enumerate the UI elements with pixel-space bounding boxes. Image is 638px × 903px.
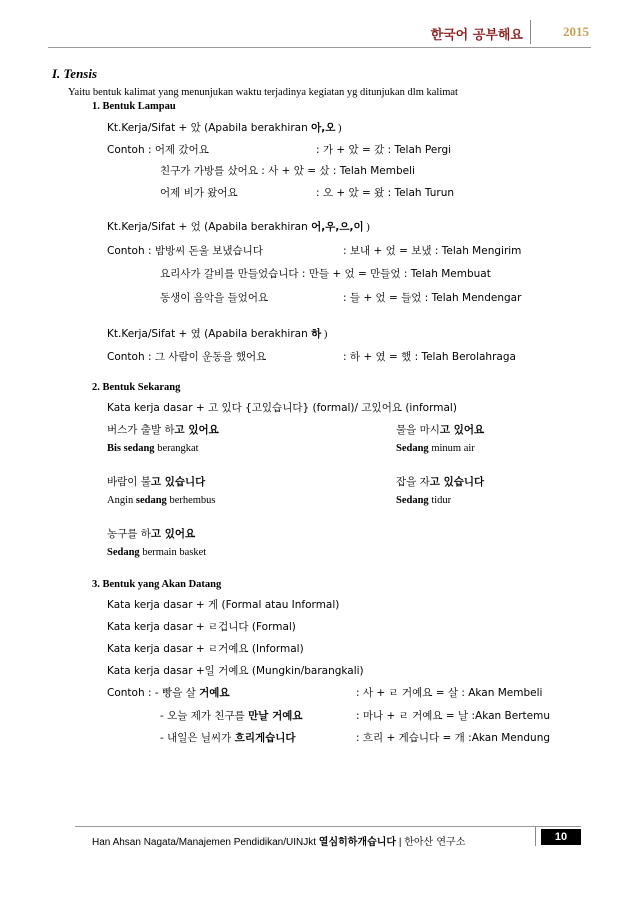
lampau-example-7: Contoh : 그 사람이 운동을 했어요 <box>107 351 267 363</box>
example-lead: - 내일은 닐씨가 <box>160 732 235 744</box>
akan-example-2 <box>160 710 303 723</box>
akan-example-3 <box>160 732 296 745</box>
footer-separator: | <box>396 837 405 848</box>
sekarang-title: 2. Bentuk Sekarang <box>92 382 181 393</box>
example-ending: 고 있어요 <box>174 424 219 436</box>
example-stem: 버스가 출발 하 <box>107 424 175 436</box>
akan-title: 3. Bentuk yang Akan Datang <box>92 579 222 590</box>
sekarang-example-1-kr <box>107 424 219 437</box>
akan-example-3-breakdown: : 흐리 + 게습니다 = 개 :Akan Mendung <box>356 732 551 744</box>
sekarang-example-2-id <box>396 442 475 455</box>
lampau-example-4-breakdown: : 보내 + 었 = 보냈 : Telah Mengirim <box>343 245 522 257</box>
rule-lead: Kt.Kerja/Sifat + 았 (Apabila berakhiran <box>107 122 312 134</box>
rule-tail: ) <box>321 329 328 340</box>
rule-lead: Kt.Kerja/Sifat + 었 (Apabila berakhiran <box>107 221 312 233</box>
sekarang-example-4-kr <box>396 476 484 489</box>
header-rule <box>48 47 591 48</box>
page-header <box>48 18 591 46</box>
translation-rest: tidur <box>428 495 452 506</box>
translation-bold: Bis sedang <box>107 443 155 454</box>
sekarang-example-1-id <box>107 442 199 455</box>
footer-rule <box>75 826 581 827</box>
akan-rule-3: Kata kerja dasar + ㄹ거예요 (Informal) <box>107 643 304 655</box>
rule-tail: ) <box>335 123 342 134</box>
lampau-example-6-breakdown: : 들 + 었 = 들었 : Telah Mendengar <box>343 292 522 304</box>
translation-rest: minum air <box>428 443 475 454</box>
akan-example-2-breakdown: : 마나 + ㄹ 거예요 = 날 :Akan Bertemu <box>356 710 550 722</box>
lampau-rule-3 <box>107 328 327 341</box>
akan-example-1-breakdown: : 사 + ㄹ 거예요 = 살 : Akan Membeli <box>356 687 543 699</box>
lampau-title: 1. Bentuk Lampau <box>92 101 176 112</box>
lampau-example-6: 동생이 음악을 들었어요 <box>160 292 269 304</box>
page-number: 10 <box>541 829 581 845</box>
sekarang-example-5-kr <box>107 528 195 541</box>
footer-author: Han Ahsan Nagata/Manajemen Pendidikan/UINJkt <box>92 837 319 848</box>
example-ending: 고 있습니다 <box>429 476 485 488</box>
lampau-example-2: 친구가 가방를 샀어요 : 사 + 았 = 샀 : Telah Membeli <box>160 165 415 177</box>
example-stem: 농구를 하 <box>107 528 151 540</box>
header-title: 한국어 공부해요 <box>430 28 523 43</box>
sekarang-example-3-kr <box>107 476 205 489</box>
example-ending: 고 있습니다 <box>150 476 206 488</box>
section-heading: I. Tensis <box>52 66 98 81</box>
footer-divider <box>535 826 536 846</box>
rule-tail: ) <box>363 222 370 233</box>
lampau-example-1: Contoh : 어제 갔어요 <box>107 144 209 156</box>
rule-lead: Kt.Kerja/Sifat + 였 (Apabila berakhiran <box>107 328 312 340</box>
example-ending: 고 있어요 <box>150 528 196 540</box>
example-bold: 만날 거예요 <box>248 710 303 722</box>
lampau-example-7-breakdown: : 하 + 였 = 했 : Telah Berolahraga <box>343 351 516 363</box>
rule-ending: 하 <box>311 328 322 340</box>
lampau-example-3: 어제 비가 왔어요 <box>160 187 238 199</box>
lampau-rule-2 <box>107 221 370 234</box>
lampau-rule-1 <box>107 122 341 135</box>
akan-rule-1: Kata kerja dasar + 게 (Formal atau Informal) <box>107 599 340 611</box>
sekarang-example-4-id <box>396 494 451 507</box>
translation-bold: sedang <box>135 495 167 506</box>
example-lead: - 오늘 제가 친구를 <box>160 710 249 722</box>
akan-rule-2: Kata kerja dasar + ㄹ겁니다 (Formal) <box>107 621 296 633</box>
example-stem: 바람이 불 <box>107 476 151 488</box>
example-bold: 흐리게습니다 <box>234 732 296 744</box>
example-stem: 물을 마시 <box>396 424 440 436</box>
footer-credit <box>92 833 465 848</box>
lampau-example-1-breakdown: : 가 + 았 = 갔 : Telah Pergi <box>316 144 452 156</box>
sekarang-example-5-id <box>107 546 206 559</box>
sekarang-example-2-kr <box>396 424 484 437</box>
header-divider <box>530 20 531 44</box>
example-ending: 고 있어요 <box>439 424 485 436</box>
translation-bold: Sedang <box>107 547 140 558</box>
lampau-example-5: 요리사가 갈비를 만들었습니다 : 만들 + 었 = 만들었 : Telah Membuat <box>160 268 491 280</box>
example-lead: Contoh : - 빵을 살 <box>107 687 200 699</box>
rule-ending: 아,오 <box>311 122 336 134</box>
header-year: 2015 <box>563 24 589 39</box>
translation-bold: Sedang <box>396 495 429 506</box>
example-bold: 거예요 <box>199 687 230 699</box>
section-intro: Yaitu bentuk kalimat yang menunjukan waktu terjadinya kegiatan yg ditunjukan dlm kalimat <box>68 87 458 98</box>
translation-bold: Sedang <box>396 443 429 454</box>
example-stem: 잡을 자 <box>396 476 430 488</box>
translation-rest: berangkat <box>154 443 199 454</box>
lampau-example-4: Contoh : 밤방씨 돈울 보냈습니다 <box>107 245 263 257</box>
akan-rule-4: Kata kerja dasar +일 거예요 (Mungkin/barangkali) <box>107 665 364 677</box>
footer-motto: 열심히하개습니다 <box>318 837 397 848</box>
sekarang-rule: Kata kerja dasar + 고 있다 {고있습니다} (formal)/ 고있어요 (informal) <box>107 402 457 414</box>
footer-institute: 한아산 연구소 <box>404 837 466 848</box>
translation-rest: bermain basket <box>139 547 207 558</box>
akan-example-1 <box>107 687 230 700</box>
translation-lead: Angin <box>107 495 136 506</box>
translation-rest: berhembus <box>166 495 216 506</box>
sekarang-example-3-id <box>107 494 216 507</box>
lampau-example-3-breakdown: : 오 + 았 = 왔 : Telah Turun <box>316 187 454 199</box>
rule-ending: 어,우,으,이 <box>311 221 364 233</box>
